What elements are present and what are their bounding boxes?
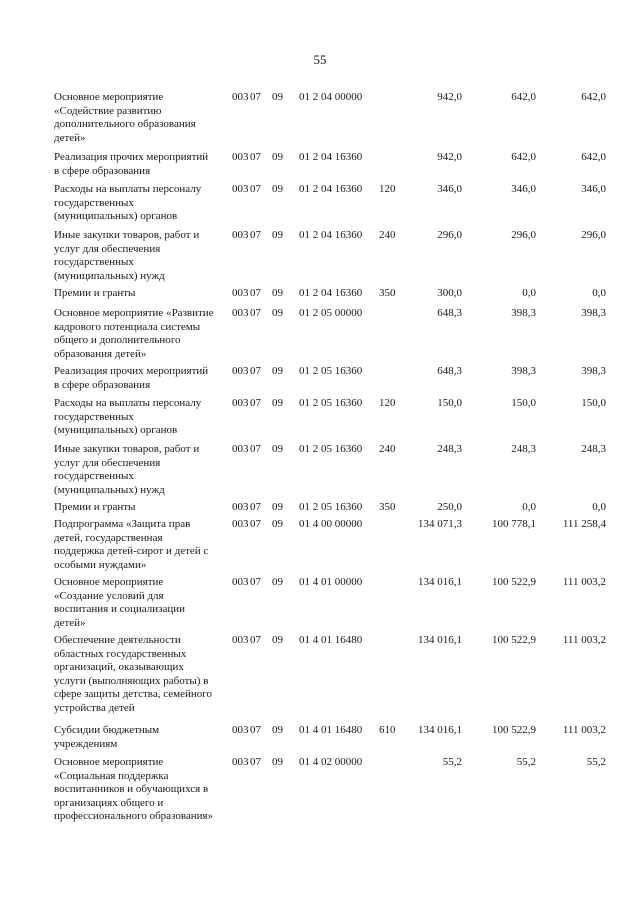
subsection-code: 09 [272, 397, 283, 409]
target-article-code: 01 4 02 00000 [299, 756, 363, 768]
row-name-line: в сфере образования [54, 378, 151, 391]
row-name [54, 229, 232, 283]
amount-year-3: 296,0 [581, 229, 606, 241]
target-article-code: 01 2 05 16360 [299, 501, 363, 513]
section-code: 07 [250, 634, 261, 646]
subsection-code: 09 [272, 576, 283, 588]
row-name-line: Субсидии бюджетным [54, 724, 160, 736]
row-name-line: «Содействие развитию [54, 104, 162, 117]
subsection-code: 09 [272, 183, 283, 195]
row-name-line: Иные закупки товаров, работ и [54, 229, 200, 241]
amount-year-3: 642,0 [581, 91, 606, 103]
expense-type-code: 610 [379, 724, 396, 736]
row-name-line: Обеспечение деятельности [54, 634, 181, 646]
row-name-line: образования детей» [54, 347, 147, 360]
row-name-line: общего и дополнительного [54, 334, 181, 346]
row-name-line: (муниципальных) органов [54, 424, 178, 436]
target-article-code: 01 2 05 16360 [299, 443, 363, 455]
row-name [54, 307, 232, 361]
row-name-line: «Создание условий для [54, 589, 164, 602]
target-article-code: 01 2 05 16360 [299, 365, 363, 377]
section-code: 07 [250, 307, 261, 319]
row-name-line: Подпрограмма «Защита прав [54, 518, 191, 530]
amount-year-3: 0,0 [592, 287, 606, 299]
amount-year-2: 398,3 [511, 307, 536, 319]
row-name-line: устройства детей [54, 701, 135, 714]
expense-type-code: 350 [379, 287, 396, 299]
subsection-code: 09 [272, 443, 283, 455]
section-code: 07 [250, 287, 261, 299]
row-name-line: особыми нуждами» [54, 558, 147, 571]
subsection-code: 09 [272, 151, 283, 163]
row-name [54, 576, 232, 630]
section-code: 07 [250, 724, 261, 736]
amount-year-1: 250,0 [437, 501, 462, 513]
ministry-code: 003 [232, 91, 249, 103]
section-code: 07 [250, 518, 261, 530]
row-name-line: государственных [54, 410, 134, 423]
amount-year-3: 248,3 [581, 443, 606, 455]
row-name-line: профессионального образования» [54, 810, 214, 822]
row-name-line: воспитанников и обучающихся в [54, 783, 209, 795]
ministry-code: 003 [232, 151, 249, 163]
expense-type-code: 240 [379, 229, 396, 241]
row-name-line: Основное мероприятие «Развитие [54, 307, 214, 319]
subsection-code: 09 [272, 307, 283, 319]
row-name-line: Реализация прочих мероприятий [54, 151, 209, 163]
target-article-code: 01 4 01 16480 [299, 724, 363, 736]
ministry-code: 003 [232, 443, 249, 455]
subsection-code: 09 [272, 756, 283, 768]
amount-year-2: 296,0 [511, 229, 536, 241]
amount-year-2: 55,2 [516, 756, 536, 768]
amount-year-1: 648,3 [437, 365, 462, 377]
ministry-code: 003 [232, 287, 249, 299]
ministry-code: 003 [232, 397, 249, 409]
target-article-code: 01 2 05 00000 [299, 307, 363, 319]
section-code: 07 [250, 443, 261, 455]
subsection-code: 09 [272, 91, 283, 103]
row-name [54, 443, 232, 497]
amount-year-2: 0,0 [522, 287, 536, 299]
subsection-code: 09 [272, 724, 283, 736]
target-article-code: 01 4 00 00000 [299, 518, 363, 530]
row-name-line: Расходы на выплаты персоналу [54, 183, 202, 195]
amount-year-1: 296,0 [437, 229, 462, 241]
subsection-code: 09 [272, 501, 283, 513]
page-number: 55 [313, 52, 327, 67]
amount-year-2: 0,0 [522, 501, 536, 513]
row-name [54, 397, 232, 438]
ministry-code: 003 [232, 518, 249, 530]
row-name-line: Премии и гранты [54, 501, 136, 513]
amount-year-2: 248,3 [511, 443, 536, 455]
row-name-line: (муниципальных) нужд [54, 269, 165, 282]
section-code: 07 [250, 501, 261, 513]
subsection-code: 09 [272, 518, 283, 530]
expense-type-code: 240 [379, 443, 396, 455]
expense-type-code: 120 [379, 397, 396, 409]
row-name-line: Расходы на выплаты персоналу [54, 397, 202, 409]
amount-year-1: 346,0 [437, 183, 462, 195]
section-code: 07 [250, 756, 261, 768]
ministry-code: 003 [232, 724, 249, 736]
row-name [54, 634, 232, 715]
amount-year-2: 150,0 [511, 397, 536, 409]
subsection-code: 09 [272, 365, 283, 377]
row-name-line: «Социальная поддержка [54, 769, 169, 782]
target-article-code: 01 2 04 16360 [299, 183, 363, 195]
row-name [54, 183, 232, 224]
row-name [54, 151, 232, 178]
row-name [54, 518, 232, 572]
row-name-line: кадрового потенциала системы [54, 320, 201, 333]
section-code: 07 [250, 151, 261, 163]
row-name [54, 287, 232, 301]
amount-year-1: 300,0 [437, 287, 462, 299]
amount-year-3: 642,0 [581, 151, 606, 163]
amount-year-3: 111 003,2 [562, 576, 606, 588]
row-name-line: (муниципальных) нужд [54, 483, 165, 496]
row-name [54, 724, 232, 751]
ministry-code: 003 [232, 501, 249, 513]
ministry-code: 003 [232, 634, 249, 646]
ministry-code: 003 [232, 229, 249, 241]
section-code: 07 [250, 91, 261, 103]
amount-year-3: 150,0 [581, 397, 606, 409]
target-article-code: 01 2 04 00000 [299, 91, 363, 103]
amount-year-2: 100 522,9 [492, 634, 536, 646]
amount-year-3: 0,0 [592, 501, 606, 513]
ministry-code: 003 [232, 365, 249, 377]
row-name-line: детей» [54, 131, 86, 144]
amount-year-2: 100 778,1 [492, 518, 536, 530]
amount-year-1: 134 016,1 [418, 724, 462, 736]
target-article-code: 01 2 04 16360 [299, 287, 363, 299]
amount-year-2: 642,0 [511, 151, 536, 163]
amount-year-2: 398,3 [511, 365, 536, 377]
amount-year-1: 648,3 [437, 307, 462, 319]
row-name-line: (муниципальных) органов [54, 210, 178, 222]
section-code: 07 [250, 576, 261, 588]
section-code: 07 [250, 183, 261, 195]
amount-year-1: 55,2 [442, 756, 462, 768]
row-name-line: Иные закупки товаров, работ и [54, 443, 200, 455]
row-name-line: услуг для обеспечения [54, 242, 161, 255]
row-name [54, 501, 232, 515]
section-code: 07 [250, 229, 261, 241]
row-name-line: детей» [54, 616, 86, 629]
target-article-code: 01 4 01 16480 [299, 634, 363, 646]
amount-year-1: 248,3 [437, 443, 462, 455]
amount-year-3: 55,2 [586, 756, 606, 768]
section-code: 07 [250, 397, 261, 409]
subsection-code: 09 [272, 229, 283, 241]
row-name-line: учреждениям [54, 737, 118, 750]
expense-type-code: 350 [379, 501, 396, 513]
row-name-line: воспитания и социализации [54, 603, 185, 615]
row-name-line: Премии и гранты [54, 287, 136, 299]
amount-year-2: 642,0 [511, 91, 536, 103]
amount-year-2: 346,0 [511, 183, 536, 195]
row-name [54, 756, 232, 824]
amount-year-1: 150,0 [437, 397, 462, 409]
amount-year-1: 942,0 [437, 151, 462, 163]
amount-year-3: 111 003,2 [562, 634, 606, 646]
amount-year-3: 111 003,2 [562, 724, 606, 736]
row-name-line: государственных [54, 256, 134, 268]
amount-year-2: 100 522,9 [492, 724, 536, 736]
row-name [54, 365, 232, 392]
row-name-line: Основное мероприятие [54, 756, 164, 768]
target-article-code: 01 4 01 00000 [299, 576, 363, 588]
amount-year-3: 398,3 [581, 365, 606, 377]
row-name-line: государственных [54, 196, 134, 209]
target-article-code: 01 2 05 16360 [299, 397, 363, 409]
target-article-code: 01 2 04 16360 [299, 151, 363, 163]
target-article-code: 01 2 04 16360 [299, 229, 363, 241]
row-name-line: дополнительного образования [54, 118, 196, 130]
section-code: 07 [250, 365, 261, 377]
row-name-line: детей, государственная [54, 531, 163, 544]
row-name-line: организациях общего и [54, 796, 164, 809]
row-name-line: сфере защиты детства, семейного [54, 688, 212, 700]
amount-year-2: 100 522,9 [492, 576, 536, 588]
row-name-line: в сфере образования [54, 164, 151, 177]
amount-year-1: 134 016,1 [418, 634, 462, 646]
ministry-code: 003 [232, 756, 249, 768]
subsection-code: 09 [272, 287, 283, 299]
row-name-line: услуг для обеспечения [54, 456, 161, 469]
row-name-line: Основное мероприятие [54, 576, 164, 588]
ministry-code: 003 [232, 307, 249, 319]
row-name-line: Основное мероприятие [54, 91, 164, 103]
row-name-line: организаций, оказывающих [54, 661, 184, 673]
row-name [54, 91, 232, 145]
row-name-line: услуги (выполняющих работы) в [54, 674, 209, 687]
row-name-line: областных государственных [54, 647, 187, 660]
expense-type-code: 120 [379, 183, 396, 195]
row-name-line: государственных [54, 470, 134, 482]
ministry-code: 003 [232, 576, 249, 588]
amount-year-3: 111 258,4 [562, 518, 606, 530]
amount-year-3: 398,3 [581, 307, 606, 319]
row-name-line: поддержка детей-сирот и детей с [54, 545, 209, 557]
amount-year-1: 134 016,1 [418, 576, 462, 588]
subsection-code: 09 [272, 634, 283, 646]
amount-year-3: 346,0 [581, 183, 606, 195]
amount-year-1: 134 071,3 [418, 518, 462, 530]
ministry-code: 003 [232, 183, 249, 195]
row-name-line: Реализация прочих мероприятий [54, 365, 209, 377]
amount-year-1: 942,0 [437, 91, 462, 103]
